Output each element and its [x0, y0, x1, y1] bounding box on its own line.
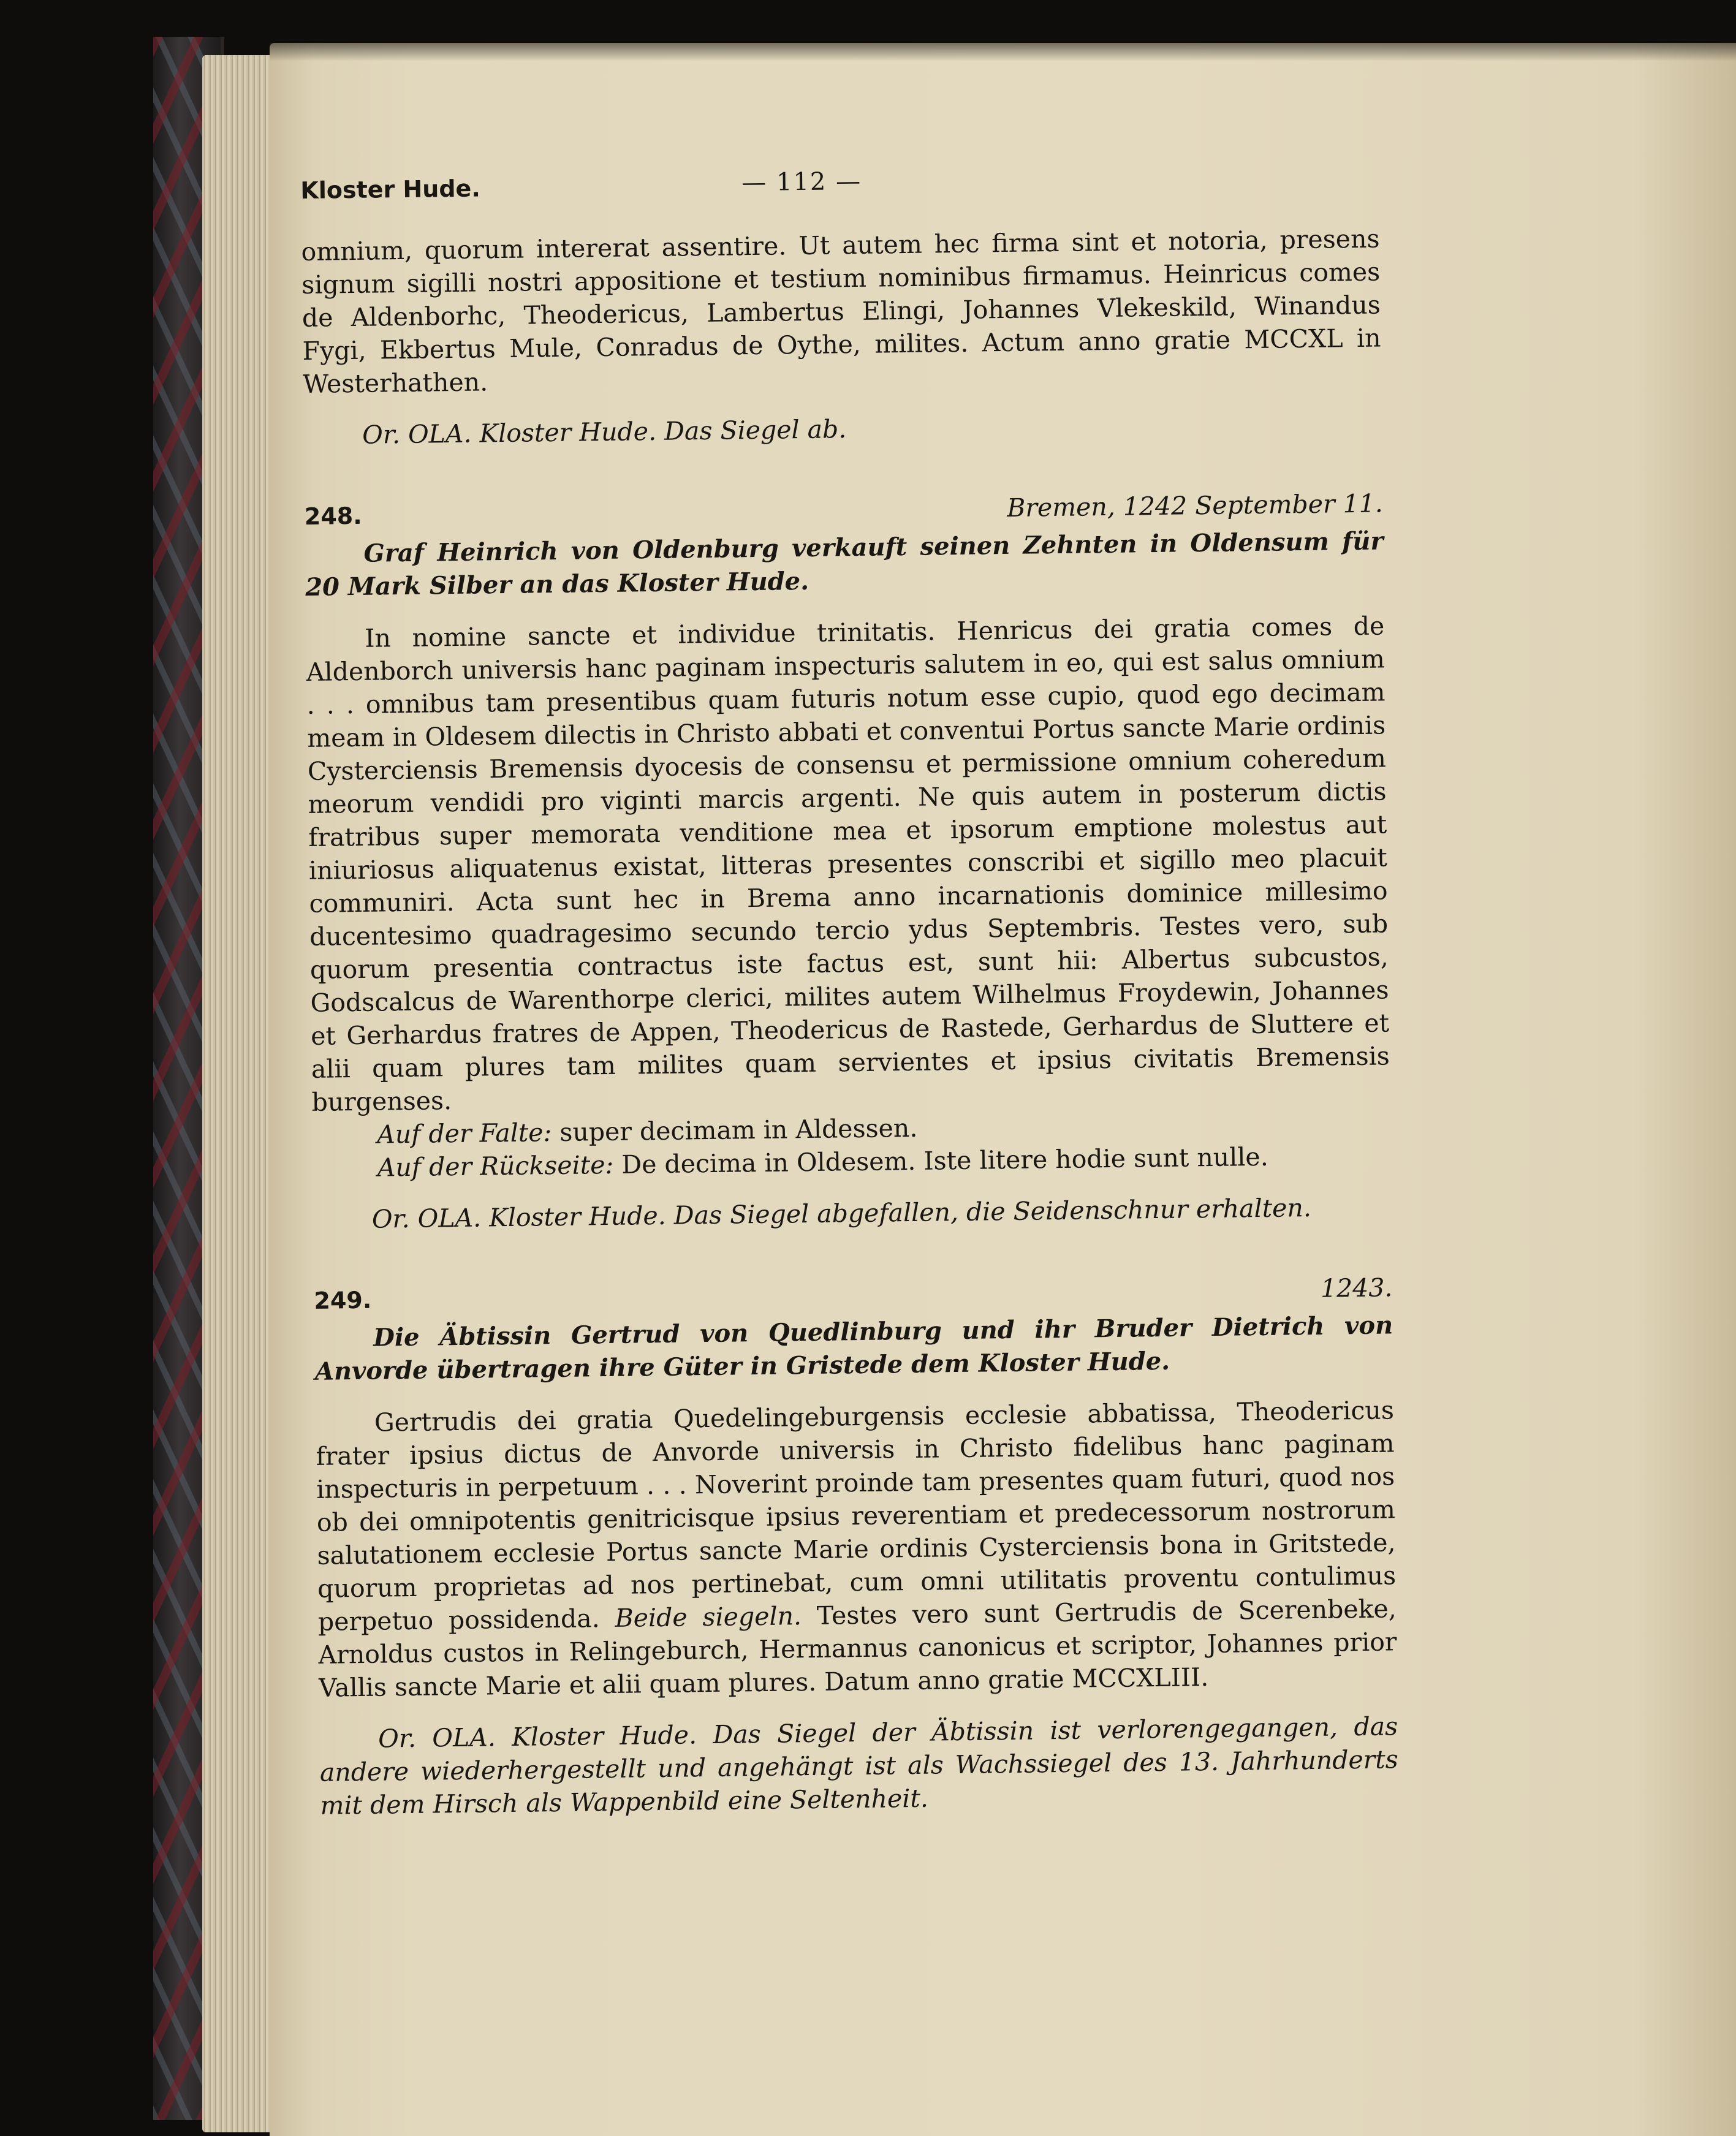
- page-stack-edges: [202, 55, 276, 2132]
- running-head-title: Kloster Hude.: [300, 175, 481, 204]
- document-249-source-note: Or. OLA. Kloster Hude. Das Siegel der Äbtissin ist verlorengegangen, das andere wiederhergestellt und angehängt ist als Wachssiegel des 13. Jahrhunderts mit dem Hirsch als Wappenbild eine Seltenheit.: [319, 1711, 1399, 1820]
- text-part: Gertrudis dei gratia Quedelingeburgensis ecclesie abbatissa, Theodericus frater ipsius dictus de Anvorde universis in Christo fidelibus hanc paginam inspecturis in perpetuum . . . Noverint proinde tam presentes quam futuri, quod nos ob dei omnipotentis genitricisque ipsius reverentiam et predecessorum nostrorum salutationem ecclesie Portus sancte Marie ordinis Cysterciensis bona in Gritstede, quorum proprietas ad nos pertinebat, cum omni utilitatis proventu contulimus perpetuo possidenda.: [316, 1395, 1397, 1637]
- document-248-regest: Graf Heinrich von Oldenburg verkauft seinen Zehnten in Oldensum für 20 Mark Silber an das Kloster Hude.: [305, 526, 1384, 602]
- document-date: 1243.: [1320, 1273, 1393, 1303]
- dorsal-note-label: Auf der Rückseite:: [377, 1149, 614, 1183]
- document-248-text: In nomine sancte et individue trinitatis. Henricus dei gratia comes de Aldenborch universis hanc paginam inspecturis salutem in eo, qui est salus omnium . . . omnibus tam presentibus quam futuris notum esse cupio, quod ego decimam meam in Oldesem dilectis in Christo abbati et conventui Portus sancte Marie ordinis Cysterciensis Bremensis dyocesis de consensu et permissione omnium coheredum meorum vendidi pro viginti marcis argenti. Ne quis autem in posterum dictis fratribus super memorata venditione mea et ipsorum emptione molestus aut iniuriosus aliquatenus existat, litteras presentes conscribi et sigillo meo placuit communiri. Acta sunt hec in Brema anno incarnationis dominice millesimo ducentesimo quadragesimo secundo tercio ydus Septembris. Testes vero, sub quorum presentia contractus iste factus est, sunt hii: Albertus subcustos, Godscalcus de Warenthorpe clerici, milites autem Wilhelmus Froydewin, Johannes et Gerhardus fratres de Appen, Theodericus de Rastede, Gerhardus de Sluttere et alii quam plures tam milites quam servientes et ipsius civitatis Bremensis burgenses.: [306, 611, 1390, 1117]
- text-part: Testes vero sunt Gertrudis de Scerenbeke, Arnoldus custos in Relingeburch, Hermannus canonicus et scriptor, Johannes prior Vallis sancte Marie et alii quam plures. Datum anno gratie MCCXLIII.: [318, 1594, 1397, 1703]
- document-248-header: [305, 487, 1384, 532]
- document-date: Bremen, 1242 September 11.: [1006, 488, 1384, 523]
- document-249-text: [316, 1393, 1398, 1704]
- page-number: — 112 —: [741, 167, 862, 197]
- page-content: [300, 158, 1399, 1822]
- fold-note-label: Auf der Falte:: [376, 1118, 552, 1149]
- dorsal-note-text: De decima in Oldesem. Iste litere hodie sunt nulle.: [621, 1142, 1268, 1180]
- document-249-header: [314, 1271, 1393, 1317]
- continuation-text: omnium, quorum intererat assentire. Ut autem hec firma sint et notoria, presens signum sigilli nostri appositione et testium nominibus firmamus. Heinricus comes de Aldenborhc, Theodericus, Lambertus Elingi, Johannes Vlekeskild, Winandus Fygi, Ekbertus Mule, Conradus de Oythe, milites. Actum anno gratie MCCXL in Westerhathen.: [301, 224, 1381, 399]
- document-number: 249.: [314, 1286, 372, 1314]
- seal-remark: Beide siegeln.: [615, 1601, 802, 1633]
- continuation-source-note: Or. OLA. Kloster Hude. Das Siegel ab.: [362, 414, 847, 450]
- fold-note-text: super decimam in Aldessen.: [559, 1113, 918, 1147]
- document-248-source-note: Or. OLA. Kloster Hude. Das Siegel abgefallen, die Seidenschnur erhalten.: [371, 1192, 1312, 1234]
- document-249-regest: Die Äbtissin Gertrud von Quedlinburg und ihr Bruder Dietrich von Anvorde übertragen ihre Güter in Gristede dem Kloster Hude.: [314, 1311, 1393, 1386]
- document-number: 248.: [304, 502, 362, 530]
